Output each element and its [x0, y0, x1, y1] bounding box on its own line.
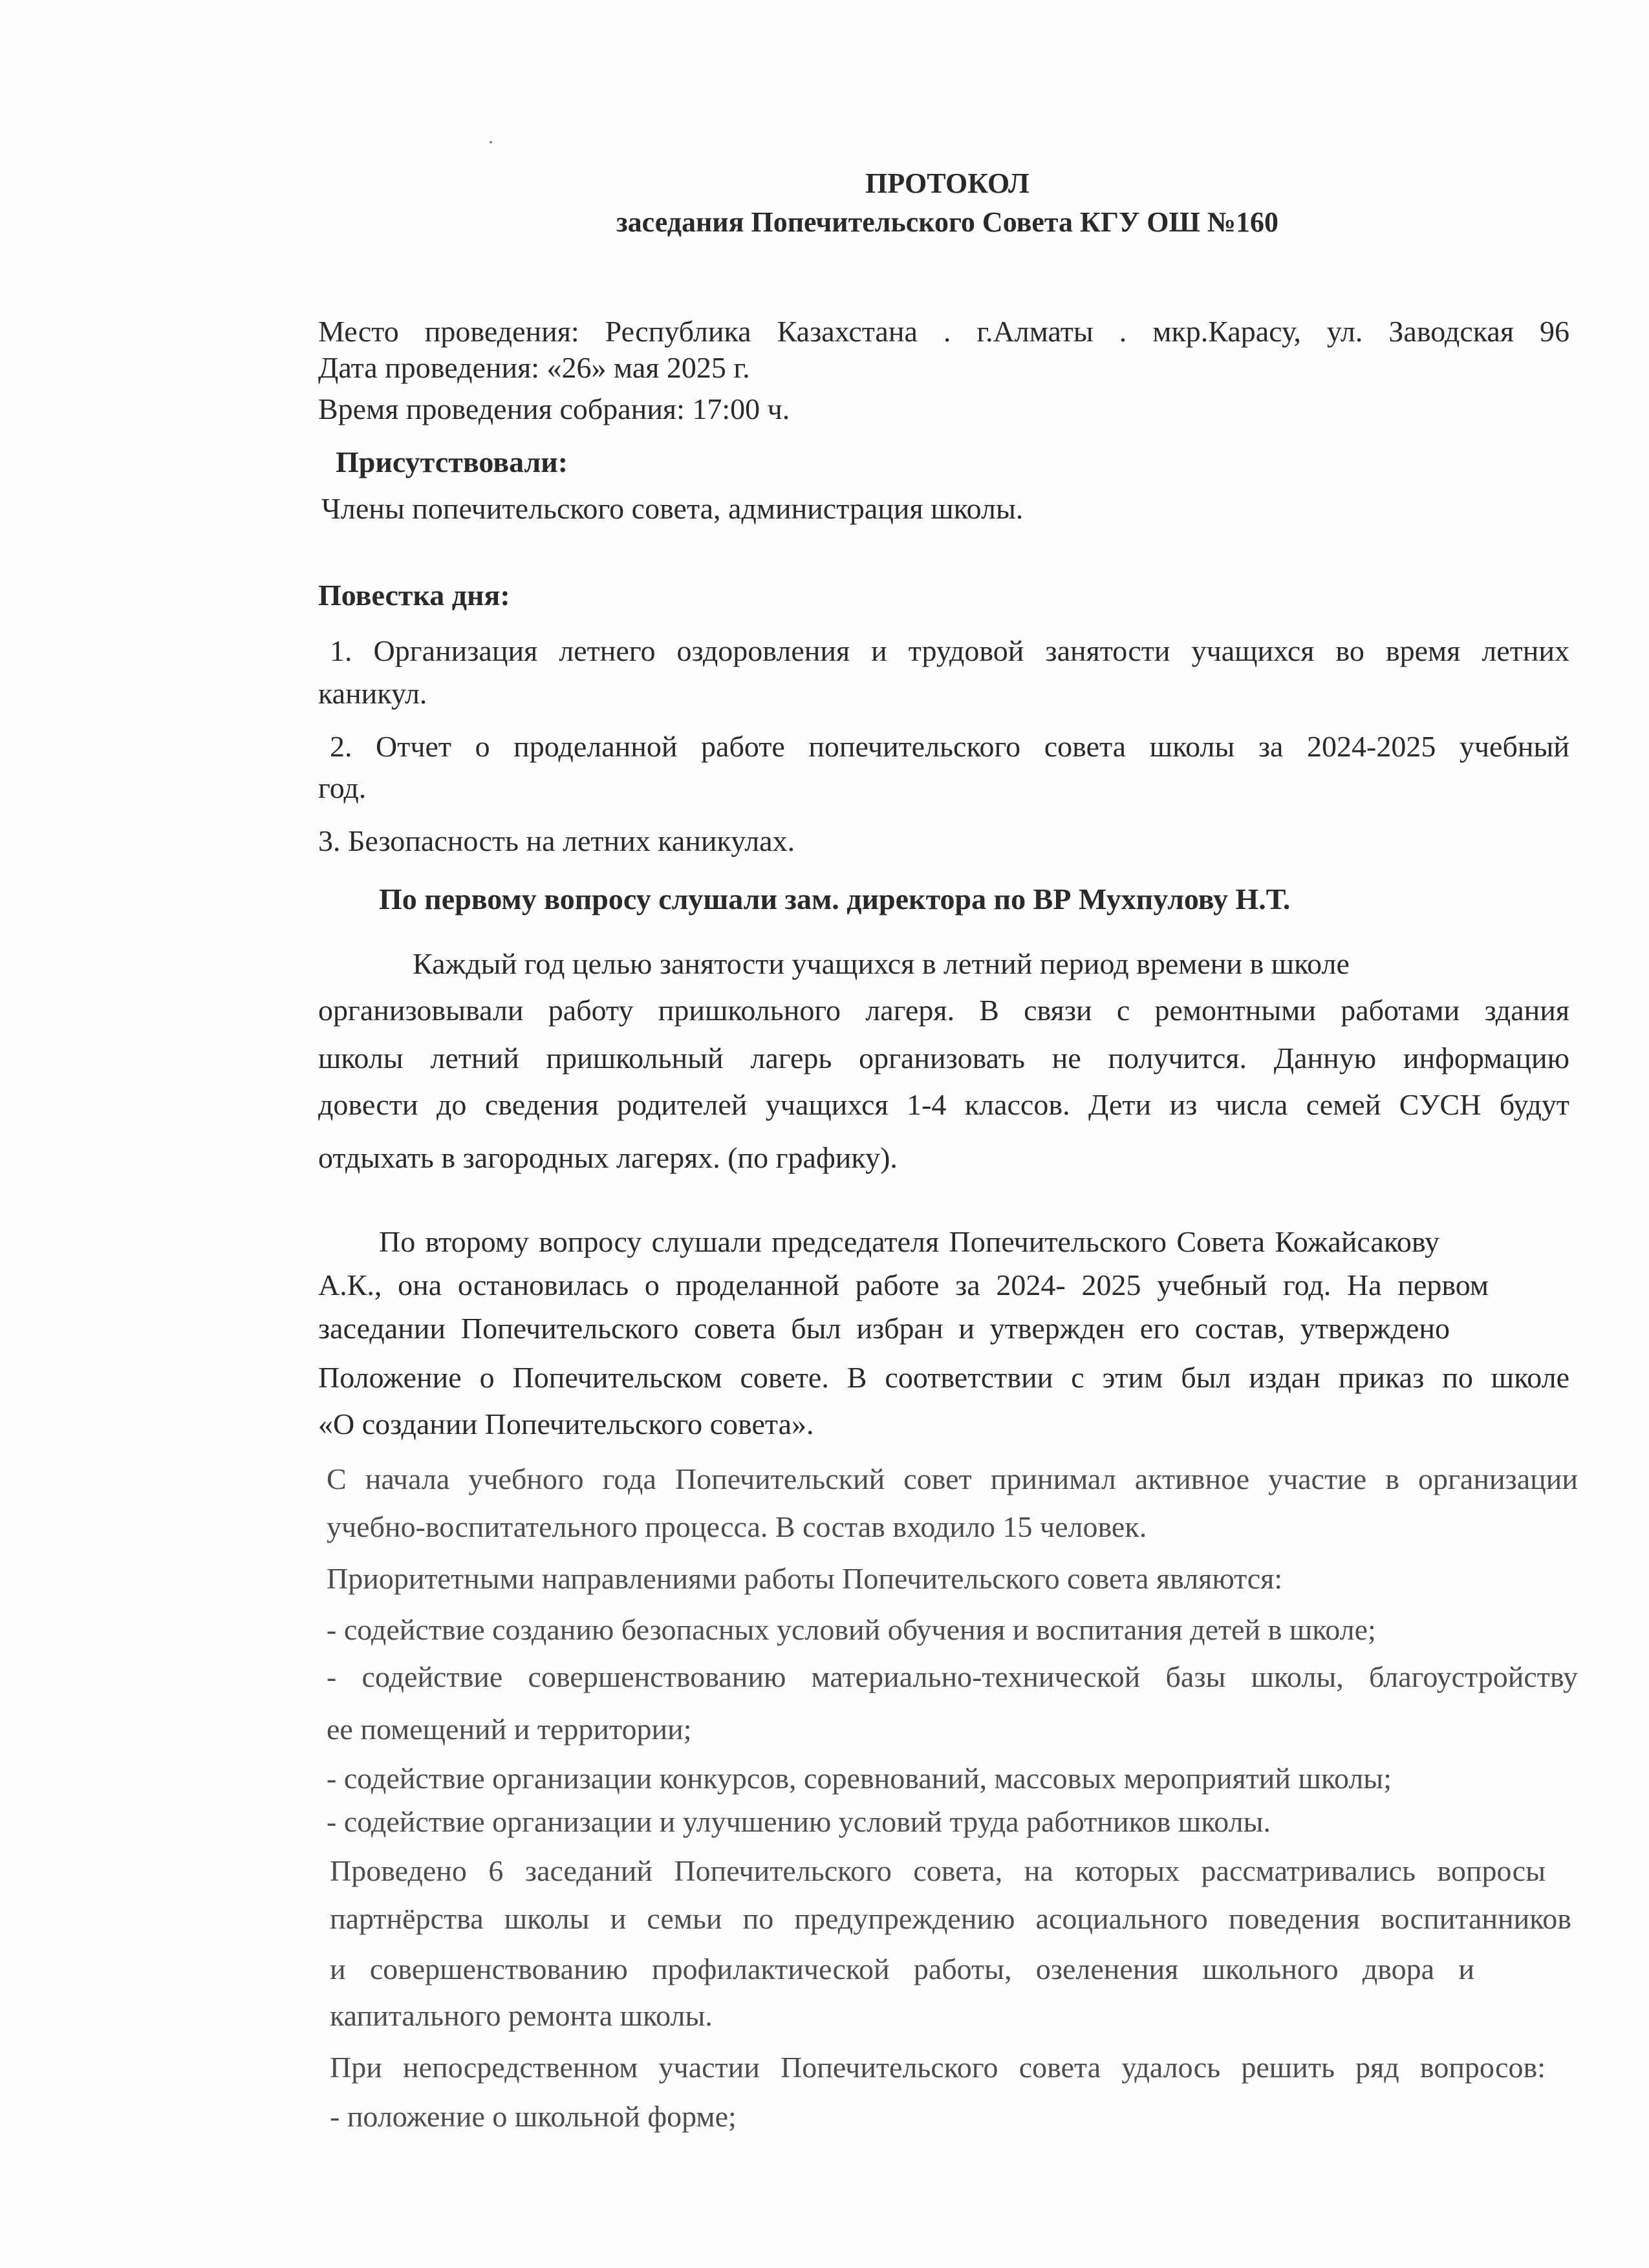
- paragraph-line: отдыхать в загородных лагерях. (по графику).: [318, 1141, 898, 1174]
- attendees-text: Члены попечительского совета, администрация школы.: [321, 492, 1024, 525]
- paragraph-line: организовывали работу пришкольного лагеря. В связи с ремонтными работами здания: [318, 994, 1569, 1027]
- agenda-item-3: 3. Безопасность на летних каникулах.: [318, 824, 795, 857]
- paragraph-line: По второму вопросу слушали председателя Попечительского Совета Кожайсакову: [379, 1225, 1439, 1258]
- paragraph-line: заседании Попечительского совета был избран и утвержден его состав, утверждено: [318, 1312, 1450, 1345]
- paragraph-line: Приоритетными направлениями работы Попечительского совета являются:: [327, 1562, 1283, 1595]
- paragraph-line: довести до сведения родителей учащихся 1-4 классов. Дети из числа семей СУСН будут: [318, 1088, 1569, 1121]
- paragraph-line: А.К., она остановилась о проделанной работе за 2024- 2025 учебный год. На первом: [318, 1268, 1489, 1301]
- document-title: ПРОТОКОЛ: [865, 167, 1029, 199]
- agenda-item-2-cont: год.: [318, 771, 367, 804]
- list-item: - содействие организации конкурсов, соревнований, массовых мероприятий школы;: [327, 1762, 1392, 1795]
- paragraph-line: капитального ремонта школы.: [330, 1999, 713, 2032]
- paragraph-line: и совершенствованию профилактической работы, озеленения школьного двора и: [330, 1952, 1474, 1985]
- paragraph-line: Положение о Попечительском совете. В соответствии с этим был издан приказ по школе: [318, 1361, 1569, 1394]
- agenda-heading: Повестка дня:: [318, 579, 510, 612]
- list-item: - положение о школьной форме;: [330, 2100, 737, 2133]
- attendees-heading: Присутствовали:: [336, 445, 568, 478]
- paragraph-line: «О создании Попечительского совета».: [318, 1407, 814, 1440]
- list-item: - содействие совершенствованию материально-технической базы школы, благоустройству: [327, 1660, 1578, 1693]
- scan-speck: [490, 141, 492, 144]
- paragraph-line: партнёрства школы и семьи по предупреждению асоциального поведения воспитанников: [330, 1902, 1571, 1935]
- paragraph-line: Проведено 6 заседаний Попечительского совета, на которых рассматривались вопросы: [330, 1854, 1546, 1887]
- meeting-time: Время проведения собрания: 17:00 ч.: [318, 392, 790, 425]
- list-item: - содействие организации и улучшению условий труда работников школы.: [327, 1805, 1271, 1838]
- paragraph-line: школы летний пришкольный лагерь организовать не получится. Данную информацию: [318, 1042, 1569, 1075]
- agenda-item-2: 2. Отчет о проделанной работе попечительского совета школы за 2024-2025 учебный: [330, 730, 1569, 763]
- paragraph-line: учебно-воспитательного процесса. В состав входило 15 человек.: [327, 1510, 1147, 1543]
- paragraph-line: С начала учебного года Попечительский совет принимал активное участие в организации: [327, 1462, 1578, 1495]
- agenda-item-1: 1. Организация летнего оздоровления и трудовой занятости учащихся во время летних: [330, 634, 1569, 667]
- meeting-date: Дата проведения: «26» мая 2025 г.: [318, 351, 750, 384]
- question-1-heading: По первому вопросу слушали зам. директора по ВР Мухпулову Н.Т.: [379, 883, 1291, 915]
- paragraph-line: Каждый год целью занятости учащихся в летний период времени в школе: [413, 947, 1350, 980]
- paragraph-line: При непосредственном участии Попечительского совета удалось решить ряд вопросов:: [330, 2051, 1546, 2084]
- meeting-place: Место проведения: Республика Казахстана . г.Алматы . мкр.Карасу, ул. Заводская 96: [318, 315, 1569, 348]
- agenda-item-1-cont: каникул.: [318, 677, 427, 710]
- document-subtitle: заседания Попечительского Совета КГУ ОШ №160: [616, 206, 1278, 238]
- list-item: - содействие созданию безопасных условий обучения и воспитания детей в школе;: [327, 1613, 1376, 1646]
- list-item-cont: ее помещений и территории;: [327, 1713, 692, 1746]
